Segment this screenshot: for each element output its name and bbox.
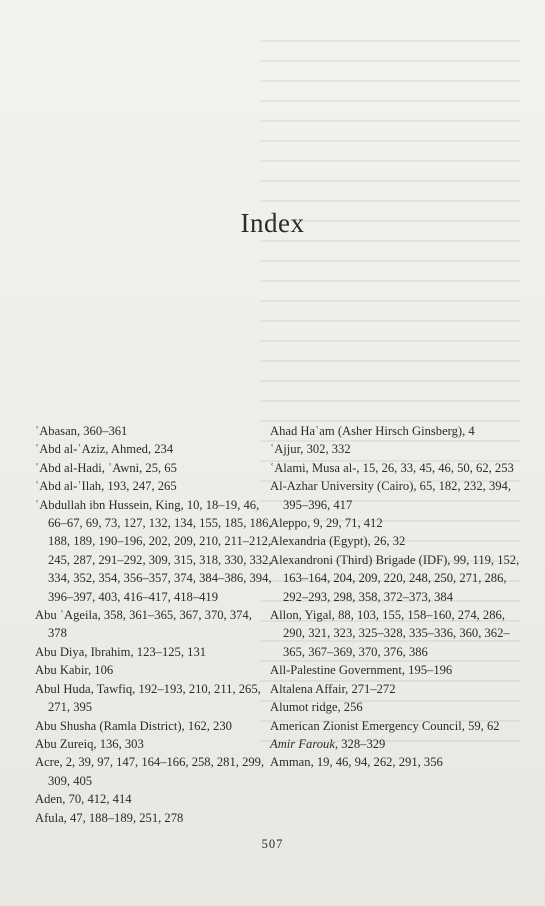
index-entry [270, 661, 520, 679]
index-entry: ʿAbasan, 360–361 [35, 424, 128, 438]
index-entry [270, 532, 520, 550]
index-entry [270, 606, 520, 661]
entry-text: Alumot ridge, 256 [270, 700, 363, 715]
entry-text: All-Palestine Government, 195–196 [270, 663, 453, 678]
index-entry [270, 753, 520, 771]
index-entry [270, 440, 520, 458]
entry-text: Alexandroni (Third) Brigade (IDF), 99, 119, 152, 163–164, 204, 209, 220, 248, 250, 271, 286, 292–293, 298, 358, 372–373, 384 [270, 552, 520, 604]
entry-text: , 328–329 [334, 736, 386, 751]
entry-italic-title: Amir Farouk [270, 736, 335, 751]
index-entry: Abu ʿAgeila, 358, 361–365, 367, 370, 374, 378 [35, 608, 252, 641]
index-entry [270, 514, 520, 532]
entry-text: Allon, Yigal, 88, 103, 155, 158–160, 274, 286, 290, 321, 323, 325–328, 335–336, 360, 362–365, 367–369, 370, 376, 386 [270, 608, 510, 659]
index-entry: Abu Shusha (Ramla District), 162, 230 [35, 718, 232, 733]
index-entry: Aden, 70, 412, 414 [35, 792, 132, 807]
entry-text: ʿAjjur, 302, 332 [270, 442, 351, 457]
entry-text: American Zionist Emergency Council, 59, 62 [270, 718, 500, 733]
index-entry: Abul Huda, Tawfiq, 192–193, 210, 211, 265, 271, 395 [35, 681, 261, 715]
entry-text: Amman, 19, 46, 94, 262, 291, 356 [270, 755, 443, 770]
index-entry [270, 698, 520, 716]
index-entry [270, 735, 520, 753]
index-entry [270, 477, 520, 514]
entry-text: Al-Azhar University (Cairo), 65, 182, 232, 394, 395–396, 417 [270, 479, 511, 512]
entry-text: Aleppo, 9, 29, 71, 412 [270, 516, 383, 531]
index-entry [270, 717, 520, 735]
index-entry: ʿAbd al-Hadi, ʿAwni, 25, 65 [35, 460, 177, 475]
index-entry: Abu Zureiq, 136, 303 [35, 736, 144, 751]
index-entry: Afula, 47, 188–189, 251, 278 [35, 810, 184, 825]
entry-text: ʿAlami, Musa al-, 15, 26, 33, 45, 46, 50, 62, 253 [270, 460, 514, 475]
index-entry [270, 680, 520, 698]
entry-text: Ahad Haʿam (Asher Hirsch Ginsberg), 4 [270, 424, 475, 438]
entry-text: Alexandria (Egypt), 26, 32 [270, 534, 406, 549]
index-left-column [35, 422, 273, 827]
page-number: 507 [261, 837, 284, 851]
index-entry: ʿAbd al-ʿAziz, Ahmed, 234 [35, 442, 174, 457]
index-entry: Abu Diya, Ibrahim, 123–125, 131 [35, 644, 207, 659]
index-entry: Acre, 2, 39, 97, 147, 164–166, 258, 281, 299, 309, 405 [35, 755, 265, 788]
index-entry: Abu Kabir, 106 [35, 663, 114, 678]
index-entry [270, 459, 520, 477]
index-entry [270, 551, 520, 606]
index-right-column [270, 422, 520, 772]
page-title: Index [240, 208, 305, 238]
index-entry: ʿAbdullah ibn Hussein, King, 10, 18–19, 46, 66–67, 69, 73, 127, 132, 134, 155, 185, 186, 188, 189, 190–196, 202, 209, 210, 211–212, 245, 287, 291–292, 309, 315, 318, 330, 332, 334, 352, 354, 356–357, 374, 384–386, 394, 396–397, 403, 416–417, 418–419 [35, 497, 272, 604]
index-entry: ʿAbd al-ʿIlah, 193, 247, 265 [35, 479, 177, 494]
entry-text: Altalena Affair, 271–272 [270, 681, 396, 696]
index-entry [270, 422, 520, 440]
